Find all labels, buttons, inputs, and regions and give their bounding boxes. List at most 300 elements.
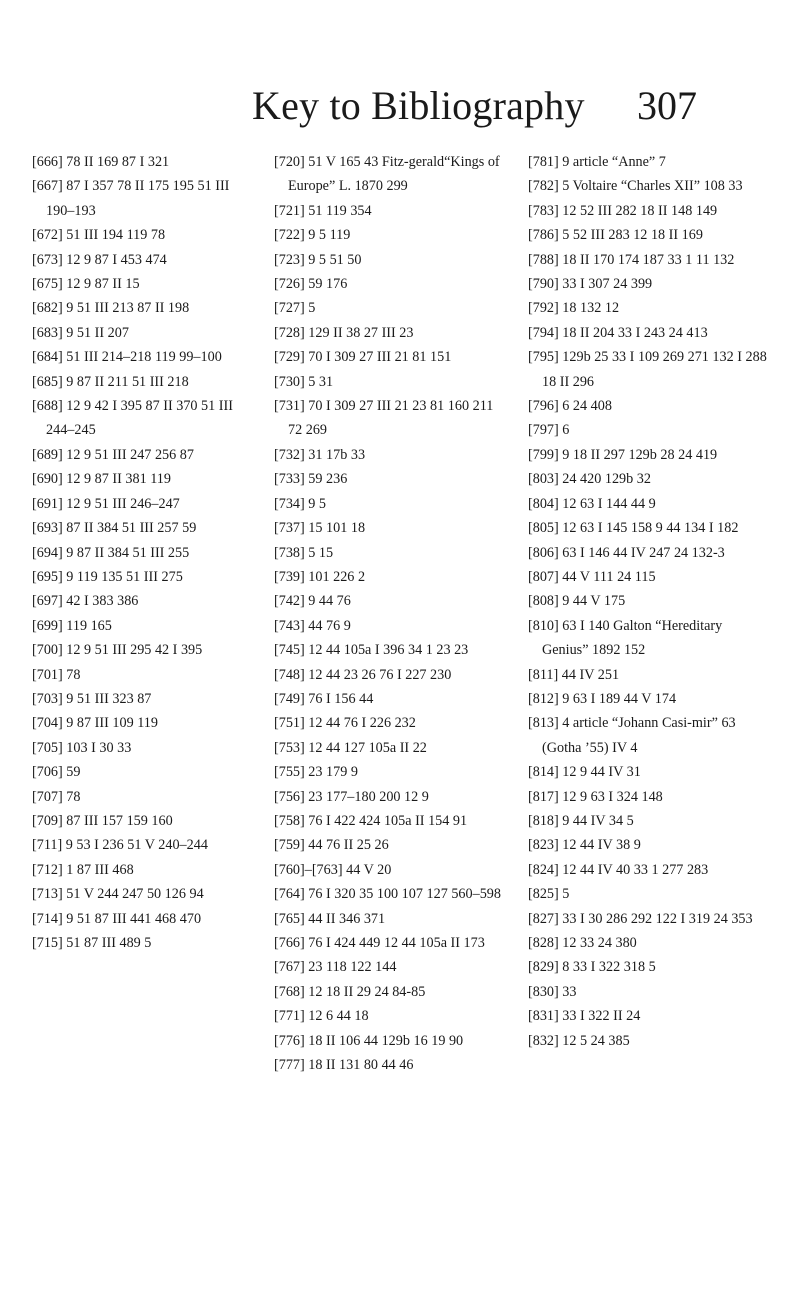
bibliography-entry xyxy=(32,174,250,223)
bibliography-entry xyxy=(274,443,506,467)
bibliography-entry xyxy=(274,785,506,809)
entry-citation-text: 9 5 51 50 xyxy=(308,251,362,268)
entry-citation-text: 76 I 422 424 105a II 154 91 xyxy=(308,812,468,829)
entry-reference-number: [764] xyxy=(274,886,305,903)
bibliography-entry xyxy=(32,809,250,833)
entry-citation-text: 9 18 II 297 129b 28 24 419 xyxy=(562,446,718,463)
bibliography-entry xyxy=(274,370,506,394)
entry-citation-text: 18 II 170 174 187 33 1 11 132 xyxy=(562,251,735,268)
entry-reference-number: [700] xyxy=(32,642,63,659)
bibliography-column-1 xyxy=(32,150,250,955)
bibliography-entry xyxy=(528,223,768,247)
entry-reference-number: [694] xyxy=(32,544,63,561)
entry-citation-text: 23 179 9 xyxy=(308,764,358,781)
entry-citation-text: 9 119 135 51 III 275 xyxy=(66,568,183,585)
bibliography-entry xyxy=(528,833,768,857)
entry-citation-text: 9 51 III 323 87 xyxy=(66,690,152,707)
entry-reference-number: [709] xyxy=(32,812,63,829)
entry-reference-number: [704] xyxy=(32,715,63,732)
entry-citation-text: 9 51 II 207 xyxy=(66,324,129,341)
entry-reference-number: [733] xyxy=(274,471,305,488)
entry-reference-number: [726] xyxy=(274,276,305,293)
entry-reference-number: [748] xyxy=(274,666,305,683)
bibliography-entry xyxy=(32,785,250,809)
bibliography-entry xyxy=(274,736,506,760)
entry-citation-text: 6 24 408 xyxy=(562,398,612,415)
bibliography-entry xyxy=(32,492,250,516)
entry-reference-number: [684] xyxy=(32,349,63,366)
entry-citation-text: 12 5 24 385 xyxy=(562,1032,630,1049)
entry-reference-number: [831] xyxy=(528,1008,559,1025)
entry-reference-number: [825] xyxy=(528,886,559,903)
entry-citation-text: 44 IV 251 xyxy=(561,666,620,683)
entry-reference-number: [803] xyxy=(528,471,559,488)
bibliography-entry xyxy=(528,687,768,711)
entry-reference-number: [683] xyxy=(32,324,63,341)
bibliography-entry xyxy=(528,443,768,467)
entry-reference-number: [771] xyxy=(274,1008,305,1025)
entry-citation-text: 12 44 127 105a II 22 xyxy=(308,739,427,756)
entry-citation-text: 59 xyxy=(66,764,81,781)
entry-reference-number: [730] xyxy=(274,373,305,390)
entry-reference-number: [795] xyxy=(528,349,559,366)
entry-citation-text: 12 44 23 26 76 I 227 230 xyxy=(308,666,452,683)
entry-reference-number: [768] xyxy=(274,983,305,1000)
bibliography-entry xyxy=(274,931,506,955)
entry-citation-text: 78 xyxy=(66,666,81,683)
bibliography-entry xyxy=(274,199,506,223)
bibliography-entry xyxy=(274,248,506,272)
entry-reference-number: [808] xyxy=(528,593,559,610)
entry-citation-text: 12 9 42 I 395 87 II 370 51 III 244–245 xyxy=(46,398,233,439)
entry-citation-text: 5 15 xyxy=(308,544,334,561)
bibliography-entry xyxy=(528,931,768,955)
entry-citation-text: 12 18 II 29 24 84-85 xyxy=(308,983,426,1000)
bibliography-entry xyxy=(528,272,768,296)
entry-citation-text: 33 I 307 24 399 xyxy=(562,276,653,293)
bibliography-entry xyxy=(274,955,506,979)
bibliography-entry xyxy=(32,589,250,613)
entry-citation-text: 9 51 III 213 87 II 198 xyxy=(66,300,190,317)
bibliography-entry xyxy=(274,223,506,247)
entry-citation-text: 70 I 309 27 III 21 23 81 160 211 72 269 xyxy=(288,398,494,439)
entry-citation-text: 1 87 III 468 xyxy=(66,861,134,878)
entry-reference-number: [715] xyxy=(32,935,63,951)
bibliography-entry xyxy=(274,760,506,784)
bibliography-entry xyxy=(274,614,506,638)
entry-citation-text: 51 87 III 489 5 xyxy=(66,935,152,951)
bibliography-entry xyxy=(32,394,250,443)
bibliography-entry xyxy=(274,296,506,320)
page-title: Key to Bibliography xyxy=(252,83,585,128)
entry-citation-text: 59 236 xyxy=(308,471,348,488)
entry-citation-text: 12 9 51 III 295 42 I 395 xyxy=(66,642,203,659)
entry-citation-text: 129b 25 33 I 109 269 271 132 I 288 18 II 296 xyxy=(542,349,767,390)
entry-citation-text: 78 xyxy=(66,788,81,805)
entry-reference-number: [753] xyxy=(274,739,305,756)
entry-citation-text: 9 87 II 384 51 III 255 xyxy=(66,544,190,561)
entry-citation-text: 12 63 I 144 44 9 xyxy=(562,495,656,512)
entry-reference-number: [759] xyxy=(274,837,305,854)
entry-reference-number: [705] xyxy=(32,739,63,756)
bibliography-entry xyxy=(528,321,768,345)
entry-reference-number: [817] xyxy=(528,788,559,805)
entry-reference-number: [666] xyxy=(32,154,63,170)
entry-reference-number: [829] xyxy=(528,959,559,976)
entry-citation-text: 87 II 384 51 III 257 59 xyxy=(66,520,197,537)
entry-citation-text: 9 44 IV 34 5 xyxy=(562,812,634,829)
entry-citation-text: 9 44 76 xyxy=(308,593,351,610)
bibliography-entry xyxy=(32,345,250,369)
entry-reference-number: [675] xyxy=(32,276,63,293)
entry-citation-text: 119 165 xyxy=(66,617,112,634)
bibliography-entry xyxy=(528,589,768,613)
entry-reference-number: [776] xyxy=(274,1032,305,1049)
entry-citation-text: 12 33 24 380 xyxy=(562,935,637,951)
entry-reference-number: [755] xyxy=(274,764,305,781)
entry-citation-text: 9 article “Anne” 7 xyxy=(562,154,666,170)
entry-reference-number: [743] xyxy=(274,617,305,634)
entry-citation-text: 12 63 I 145 158 9 44 134 I 182 xyxy=(562,520,739,537)
entry-citation-text: 9 5 xyxy=(308,495,327,512)
entry-reference-number: [777] xyxy=(274,1057,305,1074)
entry-citation-text: 42 I 383 386 xyxy=(66,593,139,610)
bibliography-entry xyxy=(32,736,250,760)
bibliography-entry xyxy=(274,272,506,296)
bibliography-entry xyxy=(528,858,768,882)
entry-citation-text: 6 xyxy=(562,422,570,439)
bibliography-entry xyxy=(528,785,768,809)
bibliography-entry xyxy=(32,638,250,662)
bibliography-entry xyxy=(32,467,250,491)
entry-reference-number: [745] xyxy=(274,642,305,659)
entry-reference-number: [697] xyxy=(32,593,63,610)
entry-citation-text: 103 I 30 33 xyxy=(66,739,132,756)
entry-reference-number: [688] xyxy=(32,398,63,415)
entry-reference-number: [699] xyxy=(32,617,63,634)
bibliography-entry xyxy=(274,687,506,711)
entry-reference-number: [707] xyxy=(32,788,63,805)
bibliography-entry xyxy=(528,614,768,663)
entry-reference-number: [810] xyxy=(528,617,559,634)
entry-citation-text: 51 III 214–218 119 99–100 xyxy=(66,349,222,366)
bibliography-entry xyxy=(528,663,768,687)
bibliography-entry xyxy=(274,1053,506,1077)
entry-reference-number: [756] xyxy=(274,788,305,805)
entry-reference-number: [667] xyxy=(32,178,63,195)
bibliography-entry xyxy=(528,248,768,272)
bibliography-entry xyxy=(32,370,250,394)
entry-reference-number: [767] xyxy=(274,959,305,976)
bibliography-entry xyxy=(32,565,250,589)
entry-citation-text: 23 118 122 144 xyxy=(308,959,397,976)
entry-reference-number: [818] xyxy=(528,812,559,829)
entry-reference-number: [672] xyxy=(32,227,63,244)
entry-citation-text: 44 V 111 24 115 xyxy=(562,568,656,585)
entry-citation-text: 18 132 12 xyxy=(562,300,620,317)
entry-reference-number: [806] xyxy=(528,544,559,561)
entry-reference-number: [720] xyxy=(274,154,305,170)
bibliography-entry xyxy=(528,394,768,418)
bibliography-entry xyxy=(528,760,768,784)
bibliography-entry xyxy=(274,565,506,589)
entry-citation-text: 76 I 320 35 100 107 127 560–598 xyxy=(308,886,501,903)
entry-reference-number: [695] xyxy=(32,568,63,585)
entry-reference-number: [827] xyxy=(528,910,559,927)
entry-reference-number: [749] xyxy=(274,690,305,707)
entry-reference-number: [682] xyxy=(32,300,63,317)
entry-citation-text: 12 9 63 I 324 148 xyxy=(562,788,663,805)
bibliography-entry xyxy=(528,199,768,223)
entry-citation-text: 44 V 20 xyxy=(346,861,392,878)
entry-reference-number: [742] xyxy=(274,593,305,610)
entry-citation-text: 9 87 III 109 119 xyxy=(66,715,158,732)
entry-citation-text: 87 I 357 78 II 175 195 51 III 190–193 xyxy=(46,178,230,219)
bibliography-entry xyxy=(274,907,506,931)
entry-reference-number: [728] xyxy=(274,324,305,341)
entry-reference-number: [721] xyxy=(274,202,305,219)
bibliography-entry xyxy=(274,882,506,906)
entry-reference-number: [731] xyxy=(274,398,305,415)
entry-reference-number: [739] xyxy=(274,568,305,585)
bibliography-entry xyxy=(528,174,768,198)
bibliography-entry xyxy=(274,492,506,516)
entry-reference-number: [727] xyxy=(274,300,305,317)
entry-citation-text: 12 9 51 III 247 256 87 xyxy=(66,446,194,463)
entry-reference-number: [790] xyxy=(528,276,559,293)
entry-citation-text: 78 II 169 87 I 321 xyxy=(66,154,170,170)
entry-citation-text: 70 I 309 27 III 21 81 151 xyxy=(308,349,452,366)
entry-citation-text: 8 33 I 322 318 5 xyxy=(562,959,656,976)
bibliography-entry xyxy=(32,931,250,955)
entry-reference-number: [832] xyxy=(528,1032,559,1049)
entry-reference-number: [693] xyxy=(32,520,63,537)
bibliography-entry xyxy=(274,345,506,369)
bibliography-entry xyxy=(274,980,506,1004)
bibliography-entry xyxy=(528,296,768,320)
bibliography-entry xyxy=(32,248,250,272)
bibliography-entry xyxy=(528,541,768,565)
bibliography-entry xyxy=(32,614,250,638)
bibliography-entry xyxy=(32,663,250,687)
bibliography-entry xyxy=(32,858,250,882)
entry-reference-number: [713] xyxy=(32,886,63,903)
entry-citation-text: 4 article “Johann Casi-mir” 63 (Gotha ’55) IV 4 xyxy=(542,715,736,756)
entry-reference-number: [689] xyxy=(32,446,63,463)
bibliography-entry xyxy=(32,687,250,711)
bibliography-entry xyxy=(274,809,506,833)
entry-citation-text: 12 9 51 III 246–247 xyxy=(66,495,180,512)
entry-citation-text: 5 Voltaire “Charles XII” 108 33 xyxy=(562,178,743,195)
entry-citation-text: 31 17b 33 xyxy=(308,446,366,463)
bibliography-entry xyxy=(32,150,250,174)
bibliography-entry xyxy=(528,1029,768,1053)
entry-citation-text: 5 52 III 283 12 18 II 169 xyxy=(562,227,703,244)
bibliography-entry xyxy=(528,907,768,931)
entry-reference-number: [792] xyxy=(528,300,559,317)
entry-citation-text: 12 52 III 282 18 II 148 149 xyxy=(562,202,718,219)
entry-citation-text: 51 V 244 247 50 126 94 xyxy=(66,886,204,903)
bibliography-entry xyxy=(528,516,768,540)
entry-citation-text: 12 6 44 18 xyxy=(308,1008,369,1025)
entry-citation-text: 5 31 xyxy=(308,373,334,390)
bibliography-entry xyxy=(32,296,250,320)
entry-reference-number: [799] xyxy=(528,446,559,463)
entry-citation-text: 87 III 157 159 160 xyxy=(66,812,173,829)
entry-reference-number: [788] xyxy=(528,251,559,268)
entry-citation-text: 33 I 322 II 24 xyxy=(562,1008,641,1025)
entry-citation-text: 12 9 87 II 15 xyxy=(66,276,140,293)
entry-reference-number: [797] xyxy=(528,422,559,439)
entry-citation-text: 9 51 87 III 441 468 470 xyxy=(66,910,202,927)
bibliography-entry xyxy=(32,882,250,906)
bibliography-entry xyxy=(32,223,250,247)
entry-reference-number: [811] xyxy=(528,666,559,683)
entry-citation-text: 12 9 87 II 381 119 xyxy=(66,471,171,488)
bibliography-entry xyxy=(274,663,506,687)
entry-citation-text: 15 101 18 xyxy=(308,520,366,537)
entry-citation-text: 18 II 204 33 I 243 24 413 xyxy=(562,324,708,341)
entry-reference-number: [737] xyxy=(274,520,305,537)
entry-citation-text: 9 87 II 211 51 III 218 xyxy=(66,373,189,390)
bibliography-entry xyxy=(528,955,768,979)
bibliography-entry xyxy=(528,980,768,1004)
entry-reference-number: [814] xyxy=(528,764,559,781)
entry-reference-number: [732] xyxy=(274,446,305,463)
entry-citation-text: 23 177–180 200 12 9 xyxy=(308,788,429,805)
entry-reference-number: [786] xyxy=(528,227,559,244)
entry-reference-number: [828] xyxy=(528,935,559,951)
entry-citation-text: 12 44 76 I 226 232 xyxy=(308,715,416,732)
entry-citation-text: 12 9 44 IV 31 xyxy=(562,764,641,781)
entry-reference-number: [729] xyxy=(274,349,305,366)
bibliography-entry xyxy=(32,833,250,857)
entry-reference-number: [712] xyxy=(32,861,63,878)
bibliography-column-3 xyxy=(528,150,768,1053)
bibliography-entry xyxy=(274,589,506,613)
bibliography-entry xyxy=(32,321,250,345)
entry-citation-text: 18 II 106 44 129b 16 19 90 xyxy=(308,1032,464,1049)
bibliography-entry xyxy=(32,760,250,784)
entry-reference-number: [823] xyxy=(528,837,559,854)
entry-reference-number: [782] xyxy=(528,178,559,195)
bibliography-entry xyxy=(528,882,768,906)
bibliography-entry xyxy=(32,443,250,467)
entry-citation-text: 18 II 131 80 44 46 xyxy=(308,1057,414,1074)
entry-citation-text: 76 I 156 44 xyxy=(308,690,374,707)
entry-reference-number: [794] xyxy=(528,324,559,341)
bibliography-entry xyxy=(274,516,506,540)
bibliography-entry xyxy=(528,809,768,833)
entry-reference-number: [783] xyxy=(528,202,559,219)
bibliography-entry xyxy=(32,541,250,565)
entry-reference-number: [722] xyxy=(274,227,305,244)
bibliography-entry xyxy=(528,711,768,760)
bibliography-entry xyxy=(528,1004,768,1028)
bibliography-entry xyxy=(274,1029,506,1053)
bibliography-entry xyxy=(32,516,250,540)
entry-reference-number: [690] xyxy=(32,471,63,488)
entry-citation-text: 33 xyxy=(562,983,577,1000)
page-number: 307 xyxy=(637,83,697,128)
bibliography-entry xyxy=(528,150,768,174)
entry-reference-number: [830] xyxy=(528,983,559,1000)
page-header xyxy=(0,82,801,130)
entry-reference-number: [781] xyxy=(528,154,559,170)
entry-citation-text: 101 226 2 xyxy=(308,568,366,585)
bibliography-entry xyxy=(528,565,768,589)
bibliography-entry xyxy=(32,711,250,735)
entry-citation-text: 5 xyxy=(308,300,316,317)
entry-citation-text: 5 xyxy=(562,886,570,903)
bibliography-entry xyxy=(274,638,506,662)
entry-reference-number: [824] xyxy=(528,861,559,878)
bibliography-entry xyxy=(274,150,506,199)
entry-reference-number: [711] xyxy=(32,837,63,854)
entry-citation-text: 44 II 346 371 xyxy=(308,910,386,927)
entry-reference-number: [805] xyxy=(528,520,559,537)
entry-reference-number: [760]–[763] xyxy=(274,861,343,878)
entry-reference-number: [723] xyxy=(274,251,305,268)
bibliography-entry xyxy=(528,467,768,491)
bibliography-entry xyxy=(274,833,506,857)
entry-reference-number: [685] xyxy=(32,373,63,390)
entry-citation-text: 63 I 140 Galton “Hereditary Genius” 1892 152 xyxy=(542,617,723,659)
bibliography-entry xyxy=(528,345,768,394)
entry-reference-number: [673] xyxy=(32,251,63,268)
bibliography-entry xyxy=(32,907,250,931)
bibliography-entry xyxy=(274,711,506,735)
entry-reference-number: [766] xyxy=(274,935,305,951)
entry-citation-text: 63 I 146 44 IV 247 24 132-3 xyxy=(562,544,725,561)
bibliography-entry xyxy=(528,492,768,516)
entry-reference-number: [734] xyxy=(274,495,305,512)
entry-reference-number: [701] xyxy=(32,666,63,683)
bibliography-entry xyxy=(274,394,506,443)
entry-reference-number: [765] xyxy=(274,910,305,927)
entry-reference-number: [758] xyxy=(274,812,305,829)
entry-reference-number: [804] xyxy=(528,495,559,512)
entry-citation-text: 24 420 129b 32 xyxy=(562,471,651,488)
entry-citation-text: 76 I 424 449 12 44 105a II 173 xyxy=(308,935,485,951)
entry-reference-number: [738] xyxy=(274,544,305,561)
entry-citation-text: 44 76 II 25 26 xyxy=(308,837,389,854)
entry-citation-text: 12 9 87 I 453 474 xyxy=(66,251,167,268)
entry-reference-number: [714] xyxy=(32,910,63,927)
bibliography-entry xyxy=(274,541,506,565)
entry-reference-number: [813] xyxy=(528,715,559,732)
entry-citation-text: 33 I 30 286 292 122 I 319 24 353 xyxy=(562,910,753,927)
bibliography-entry xyxy=(274,321,506,345)
bibliography-entry xyxy=(528,418,768,442)
entry-citation-text: 9 53 I 236 51 V 240–244 xyxy=(65,837,208,854)
entry-citation-text: 51 V 165 43 Fitz-gerald“Kings of Europe” L. 1870 299 xyxy=(288,154,500,195)
entry-reference-number: [703] xyxy=(32,690,63,707)
entry-citation-text: 44 76 9 xyxy=(308,617,351,634)
entry-citation-text: 9 63 I 189 44 V 174 xyxy=(562,690,677,707)
entry-citation-text: 9 44 V 175 xyxy=(562,593,626,610)
entry-citation-text: 51 III 194 119 78 xyxy=(66,227,166,244)
bibliography-entry xyxy=(274,858,506,882)
entry-reference-number: [691] xyxy=(32,495,63,512)
entry-citation-text: 59 176 xyxy=(308,276,348,293)
entry-citation-text: 12 44 IV 38 9 xyxy=(562,837,641,854)
bibliography-entry xyxy=(274,467,506,491)
bibliography-entry xyxy=(32,272,250,296)
entry-citation-text: 9 5 119 xyxy=(308,227,351,244)
entry-citation-text: 12 44 IV 40 33 1 277 283 xyxy=(562,861,709,878)
bibliography-entry xyxy=(274,1004,506,1028)
